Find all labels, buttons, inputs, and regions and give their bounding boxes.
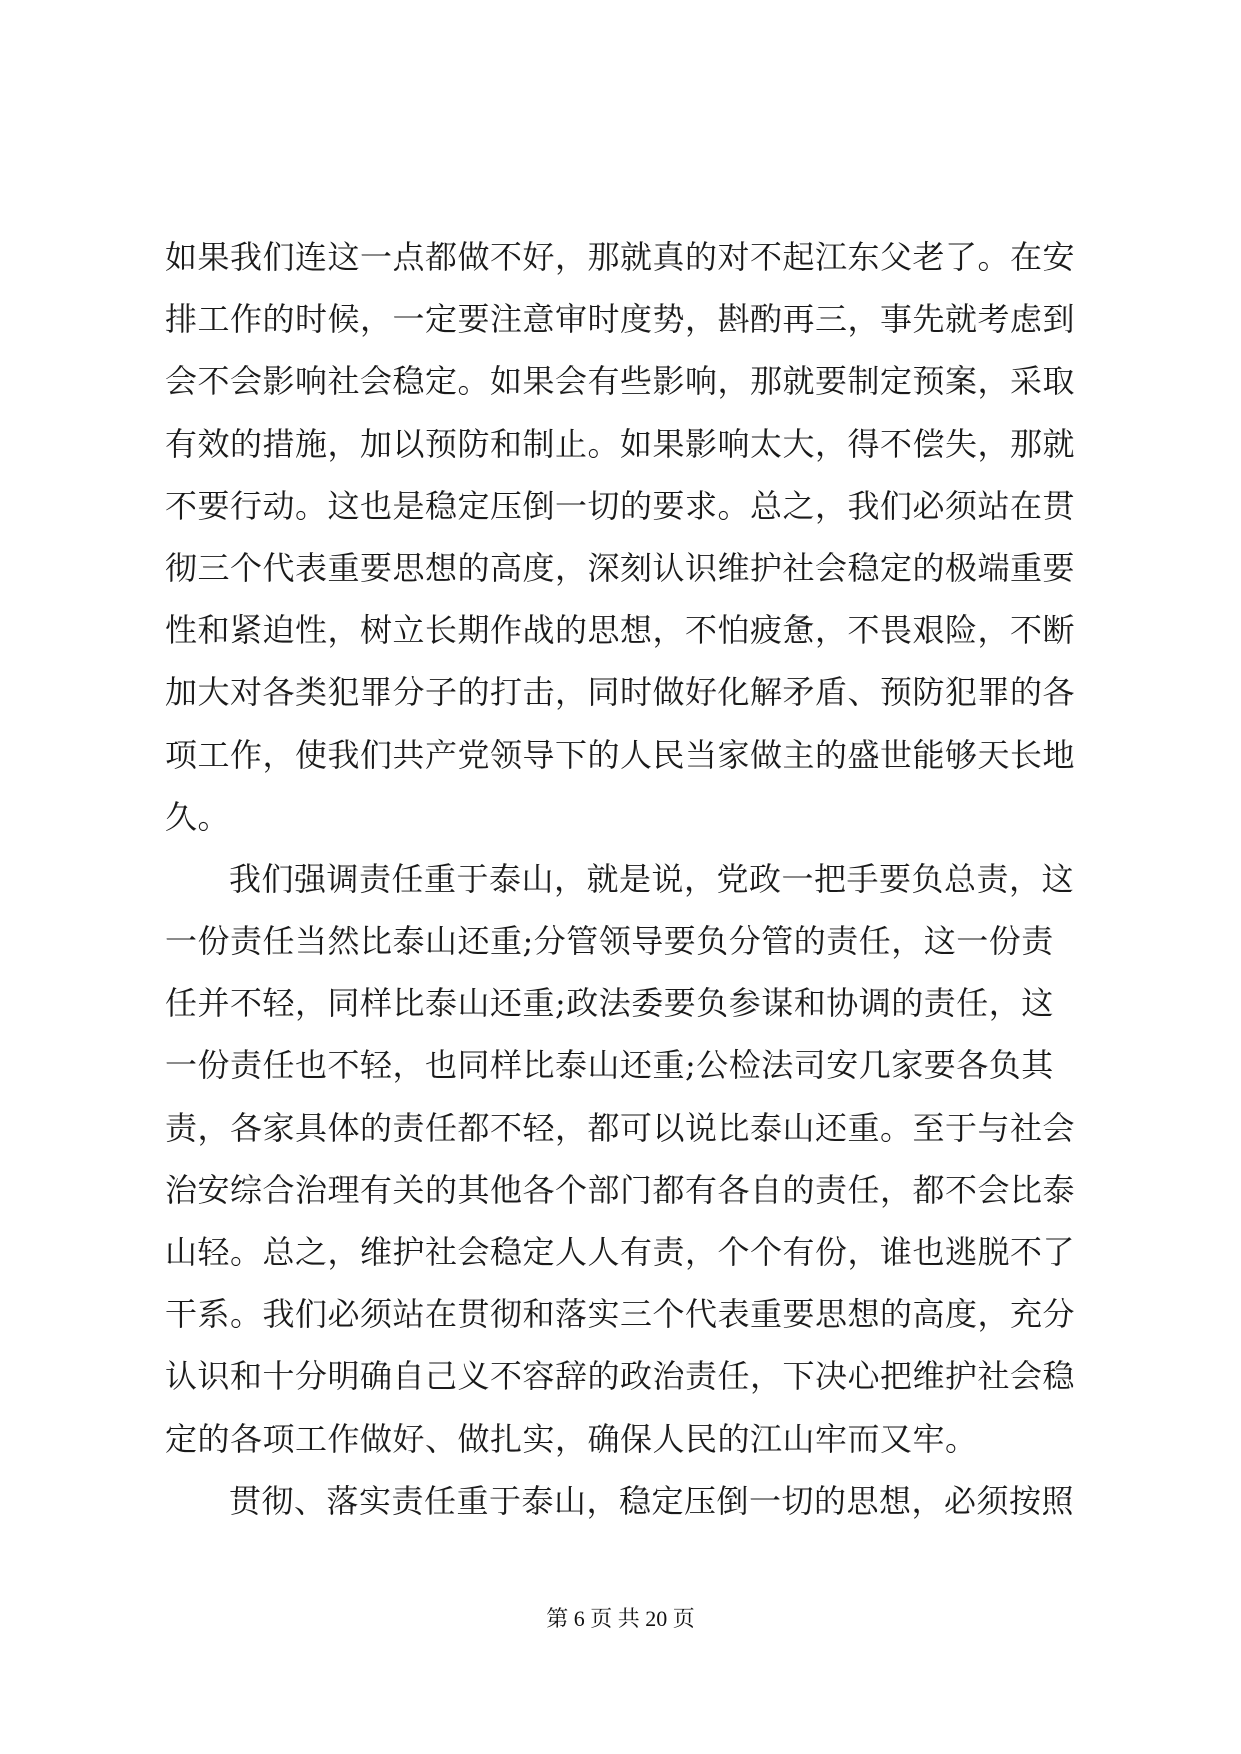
- paragraph-start-line: 贯彻、落实责任重于泰山，稳定压倒一切的思想，必须按照: [229, 1481, 1075, 1520]
- text-line: 任并不轻，同样比泰山还重;政法委要负参谋和协调的责任，这: [165, 984, 1054, 1023]
- text-line: 彻三个代表重要思想的高度，深刻认识维护社会稳定的极端重要: [165, 548, 1076, 587]
- text-line: 如果我们连这一点都做不好，那就真的对不起江东父老了。在安: [165, 238, 1076, 276]
- text-line: 一份责任当然比泰山还重;分管领导要负分管的责任，这一份责: [165, 922, 1054, 961]
- text-line: 有效的措施，加以预防和制止。如果影响太大，得不偿失，那就: [165, 424, 1076, 463]
- text-line: 定的各项工作做好、做扎实，确保人民的江山牢而又牢。: [165, 1419, 978, 1458]
- text-line: 排工作的时候，一定要注意审时度势，斟酌再三，事先就考虑到: [165, 300, 1076, 339]
- text-line: 干系。我们必须站在贯彻和落实三个代表重要思想的高度，充分: [165, 1295, 1076, 1334]
- text-line: 会不会影响社会稳定。如果会有些影响，那就要制定预案，采取: [165, 362, 1076, 401]
- text-line: 治安综合治理有关的其他各个部门都有各自的责任，都不会比泰: [165, 1170, 1076, 1209]
- text-line: 久。: [165, 797, 231, 836]
- text-line: 加大对各类犯罪分子的打击，同时做好化解矛盾、预防犯罪的各: [165, 673, 1076, 712]
- text-line: 项工作，使我们共产党领导下的人民当家做主的盛世能够天长地: [165, 735, 1076, 774]
- page-footer: 第 6 页 共 20 页: [546, 1606, 695, 1631]
- text-line: 一份责任也不轻，也同样比泰山还重;公检法司安几家要各负其: [165, 1046, 1054, 1085]
- paragraph-start-line: 我们强调责任重于泰山，就是说，党政一把手要负总责，这: [229, 859, 1075, 898]
- text-line: 认识和十分明确自己义不容辞的政治责任，下决心把维护社会稳: [165, 1357, 1076, 1396]
- text-line: 不要行动。这也是稳定压倒一切的要求。总之，我们必须站在贯: [165, 486, 1076, 525]
- text-line: 责，各家具体的责任都不轻，都可以说比泰山还重。至于与社会: [165, 1108, 1076, 1147]
- text-line: 山轻。总之，维护社会稳定人人有责，个个有份，谁也逃脱不了: [165, 1233, 1076, 1271]
- document-body: [165, 226, 1085, 1532]
- text-line: 性和紧迫性，树立长期作战的思想，不怕疲惫，不畏艰险，不断: [165, 611, 1076, 650]
